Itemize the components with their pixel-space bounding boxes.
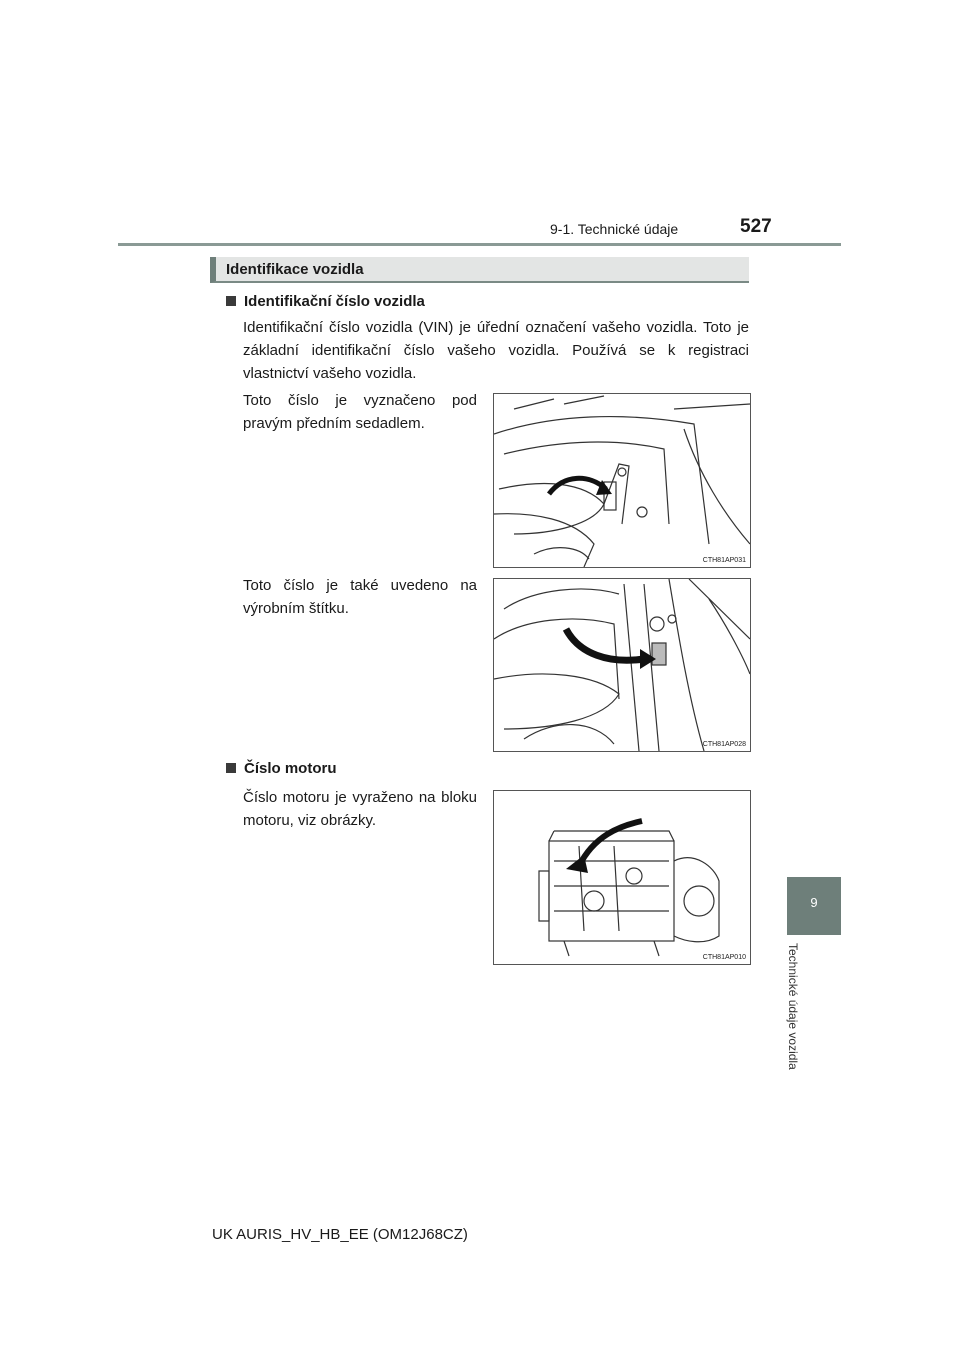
footer-document-id: UK AURIS_HV_HB_EE (OM12J68CZ) bbox=[212, 1226, 468, 1243]
engine-heading bbox=[226, 760, 337, 777]
chapter-title: 9-1. Technické údaje bbox=[550, 221, 679, 237]
figure-seat-vin bbox=[493, 393, 751, 568]
chapter-label: Technické údaje vozidla bbox=[786, 943, 800, 1070]
chapter-number: 9 bbox=[810, 895, 818, 910]
figure-code: CTH81AP028 bbox=[702, 741, 746, 748]
door-pillar-illustration bbox=[494, 579, 750, 751]
vin-paragraph: Identifikační číslo vozidla (VIN) je úřední označení vašeho vozidla. Toto je základní identifikační číslo vašeho vozidla. Používá se k registraci vlastnictví vašeho vozidla. bbox=[243, 319, 749, 382]
figure-code: CTH81AP031 bbox=[702, 557, 746, 564]
chapter-tab bbox=[787, 877, 841, 935]
engine-illustration bbox=[494, 791, 750, 964]
engine-heading-text: Číslo motoru bbox=[244, 760, 337, 777]
engine-text: Číslo motoru je vyraženo na bloku motoru, viz obrázky. bbox=[243, 789, 477, 829]
chapter-side-label bbox=[786, 943, 806, 1103]
page-number: 527 bbox=[740, 216, 772, 237]
square-bullet-icon bbox=[226, 296, 236, 306]
vin-location-1-text: Toto číslo je vyznačeno pod pravým předním sedadlem. bbox=[243, 392, 477, 432]
square-bullet-icon bbox=[226, 763, 236, 773]
vin-location-2-text: Toto číslo je také uvedeno na výrobním štítku. bbox=[243, 577, 477, 617]
figure-door-pillar-label bbox=[493, 578, 751, 752]
seat-illustration bbox=[494, 394, 750, 567]
header-rule bbox=[118, 243, 841, 246]
figure-engine-block bbox=[493, 790, 751, 965]
section-header bbox=[210, 257, 749, 283]
figure-code: CTH81AP010 bbox=[702, 954, 746, 961]
vin-heading bbox=[226, 293, 425, 310]
section-title: Identifikace vozidla bbox=[226, 261, 364, 278]
vin-heading-text: Identifikační číslo vozidla bbox=[244, 293, 425, 310]
